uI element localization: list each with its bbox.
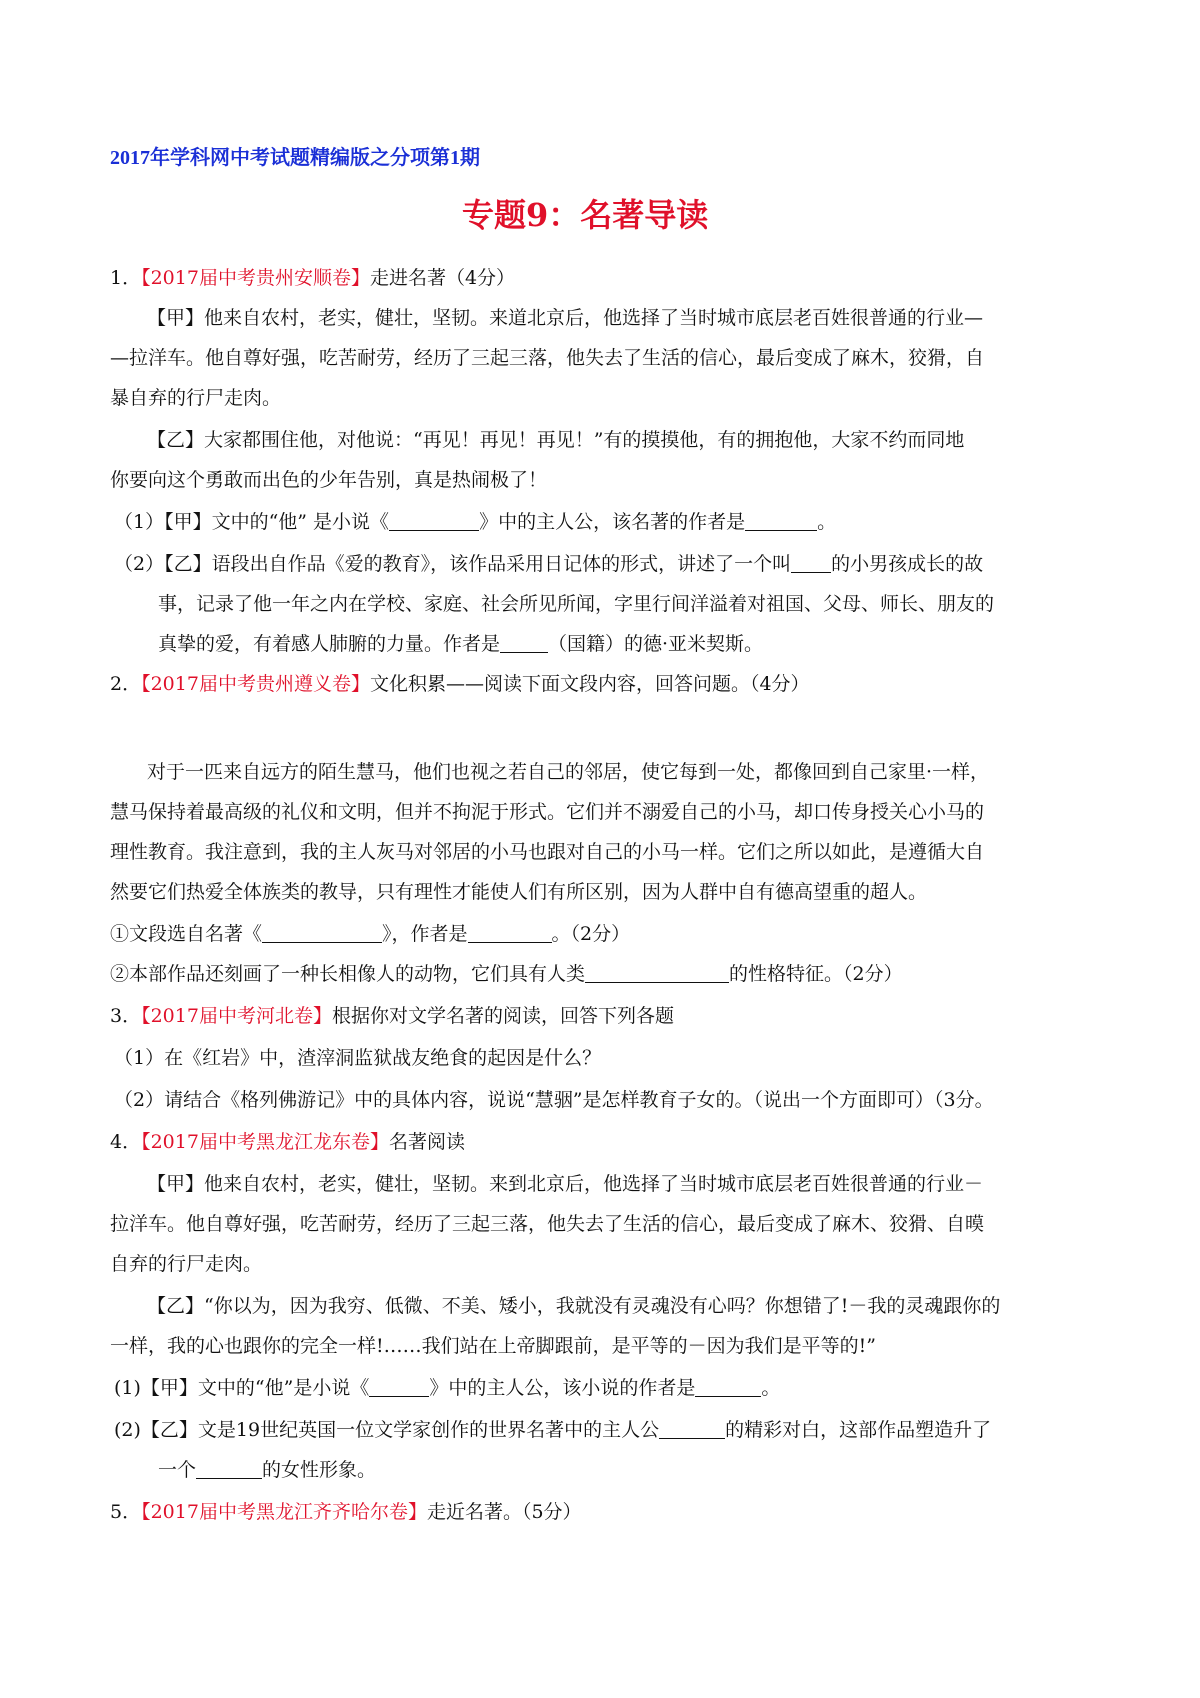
q4-subquestion-2-cont: 一个 的女性形象。 <box>158 1459 377 1481</box>
answer-blank[interactable] <box>389 512 479 531</box>
q1-passage-jia-line: 【甲】他来自农村，老实，健壮，坚韧。来道北京后，他选择了当时城市底层老百姓很普通的行业— <box>147 307 984 329</box>
q1-subquestion-1: （1）【甲】文中的“他” 是小说《 》中的主人公，该名著的作者是 。 <box>114 511 837 533</box>
q3-subquestion-2: （2）请结合《格列佛游记》中的具体内容，说说“慧骃”是怎样教育子女的。（说出一个方面即可）（3分。 <box>114 1089 994 1111</box>
question-4-heading: 4．【2017届中考黑龙江龙东卷】名著阅读 <box>110 1131 465 1153</box>
series-header: 2017年学科网中考试题精编版之分项第1期 <box>110 147 480 169</box>
q2-passage-line: 然要它们热爱全体族类的教导，只有理性才能使人们有所区别，因为人群中自有德高望重的超人。 <box>110 881 928 903</box>
question-5-source: 【2017届中考黑龙江齐齐哈尔卷】 <box>141 1501 427 1523</box>
q4-passage-jia-line: 【甲】他来自农村，老实，健壮，坚韧。来到北京后，他选择了当时城市底层老百姓很普通的行业－ <box>147 1173 984 1195</box>
q2-answer-2: ②本部作品还刻画了一种长相像人的动物，它们具有人类 的性格特征。（2分） <box>110 963 903 985</box>
q2-passage-line: 慧马保持着最高级的礼仪和文明，但并不拘泥于形式。它们并不溺爱自己的小马，却口传身授关心小马的 <box>110 801 985 823</box>
q4-passage-jia-line: 拉洋车。他自尊好强，吃苦耐劳，经历了三起三落，他失去了生活的信心，最后变成了麻木、狡猾、自暯 <box>110 1213 985 1235</box>
q2-passage-line: 理性教育。我注意到，我的主人灰马对邻居的小马也跟对自己的小马一样。它们之所以如此，是遵循大自 <box>110 841 985 863</box>
q1-subquestion-2-cont: 真挚的爱，有着感人肺腑的力量。作者是 （国籍）的德·亚米契斯。 <box>158 633 764 655</box>
question-2-source: 【2017届中考贵州遵义卷】 <box>141 673 370 695</box>
answer-blank[interactable] <box>196 1460 262 1479</box>
q1-passage-yi-line: 你要向这个勇敢而出色的少年告别，真是热闹极了！ <box>110 469 548 491</box>
answer-blank[interactable] <box>745 512 817 531</box>
q4-passage-jia-line: 自弃的行尸走肉。 <box>110 1253 263 1275</box>
q1-passage-jia-line: 暴自弃的行尸走肉。 <box>110 387 282 409</box>
question-5-heading: 5．【2017届中考黑龙江齐齐哈尔卷】走近名著。（5分） <box>110 1501 582 1523</box>
question-4-source: 【2017届中考黑龙江龙东卷】 <box>141 1131 389 1153</box>
answer-blank[interactable] <box>585 964 729 983</box>
q3-subquestion-1: （1）在《红岩》中，渣滓洞监狱战友绝食的起因是什么？ <box>114 1047 602 1069</box>
q2-answer-1: ①文段选自名著《 》，作者是 。（2分） <box>110 923 631 945</box>
answer-blank[interactable] <box>369 1378 429 1397</box>
q4-subquestion-2: (2)【乙】文是19世纪英国一位文学家创作的世界名著中的主人公 的精彩对白，这部作品塑造升了 <box>114 1419 992 1441</box>
q4-passage-yi-line: 一样，我的心也跟你的完全一样!……我们站在上帝脚跟前，是平等的－因为我们是平等的!” <box>110 1335 876 1357</box>
answer-blank[interactable] <box>468 924 552 943</box>
q1-passage-jia-line: —拉洋车。他自尊好强，吃苦耐劳，经历了三起三落，他失去了生活的信心，最后变成了麻木，狡猾，自 <box>110 347 985 369</box>
q1-subquestion-2: （2）【乙】语段出自作品《爱的教育》，该作品采用日记体的形式，讲述了一个叫 的小男孩成长的故 <box>114 553 984 575</box>
q2-passage-line: 对于一匹来自远方的陌生慧马，他们也视之若自己的邻居，使它每到一处，都像回到自己家里·一样， <box>147 761 990 783</box>
q1-passage-yi-line: 【乙】大家都围住他，对他说：“再见！再见！再见！”有的摸摸他，有的拥抱他，大家不约而同地 <box>147 429 965 451</box>
question-3-heading: 3．【2017届中考河北卷】根据你对文学名著的阅读，回答下列各题 <box>110 1005 674 1027</box>
q1-subquestion-2-cont: 事，记录了他一年之内在学校、家庭、社会所见所闻，字里行间洋溢着对祖国、父母、师长、朋友的 <box>158 593 995 615</box>
answer-blank[interactable] <box>500 634 548 653</box>
page-title: 专题9：名著导读 <box>462 196 709 234</box>
question-1-heading: 1．【2017届中考贵州安顺卷】走进名著（4分） <box>110 267 516 289</box>
q4-subquestion-1: (1)【甲】文中的“他”是小说《 》中的主人公，该小说的作者是 。 <box>114 1377 781 1399</box>
question-1-source: 【2017届中考贵州安顺卷】 <box>141 267 370 289</box>
answer-blank[interactable] <box>791 554 831 573</box>
question-3-source: 【2017届中考河北卷】 <box>141 1005 332 1027</box>
question-2-heading: 2．【2017届中考贵州遵义卷】文化积累——阅读下面文段内容，回答问题。（4分） <box>110 673 810 695</box>
answer-blank[interactable] <box>659 1420 725 1439</box>
answer-blank[interactable] <box>262 924 382 943</box>
answer-blank[interactable] <box>695 1378 761 1397</box>
q4-passage-yi-line: 【乙】“你以为，因为我穷、低微、不美、矮小，我就没有灵魂没有心吗？你想错了!－我的灵魂跟你的 <box>147 1295 1001 1317</box>
